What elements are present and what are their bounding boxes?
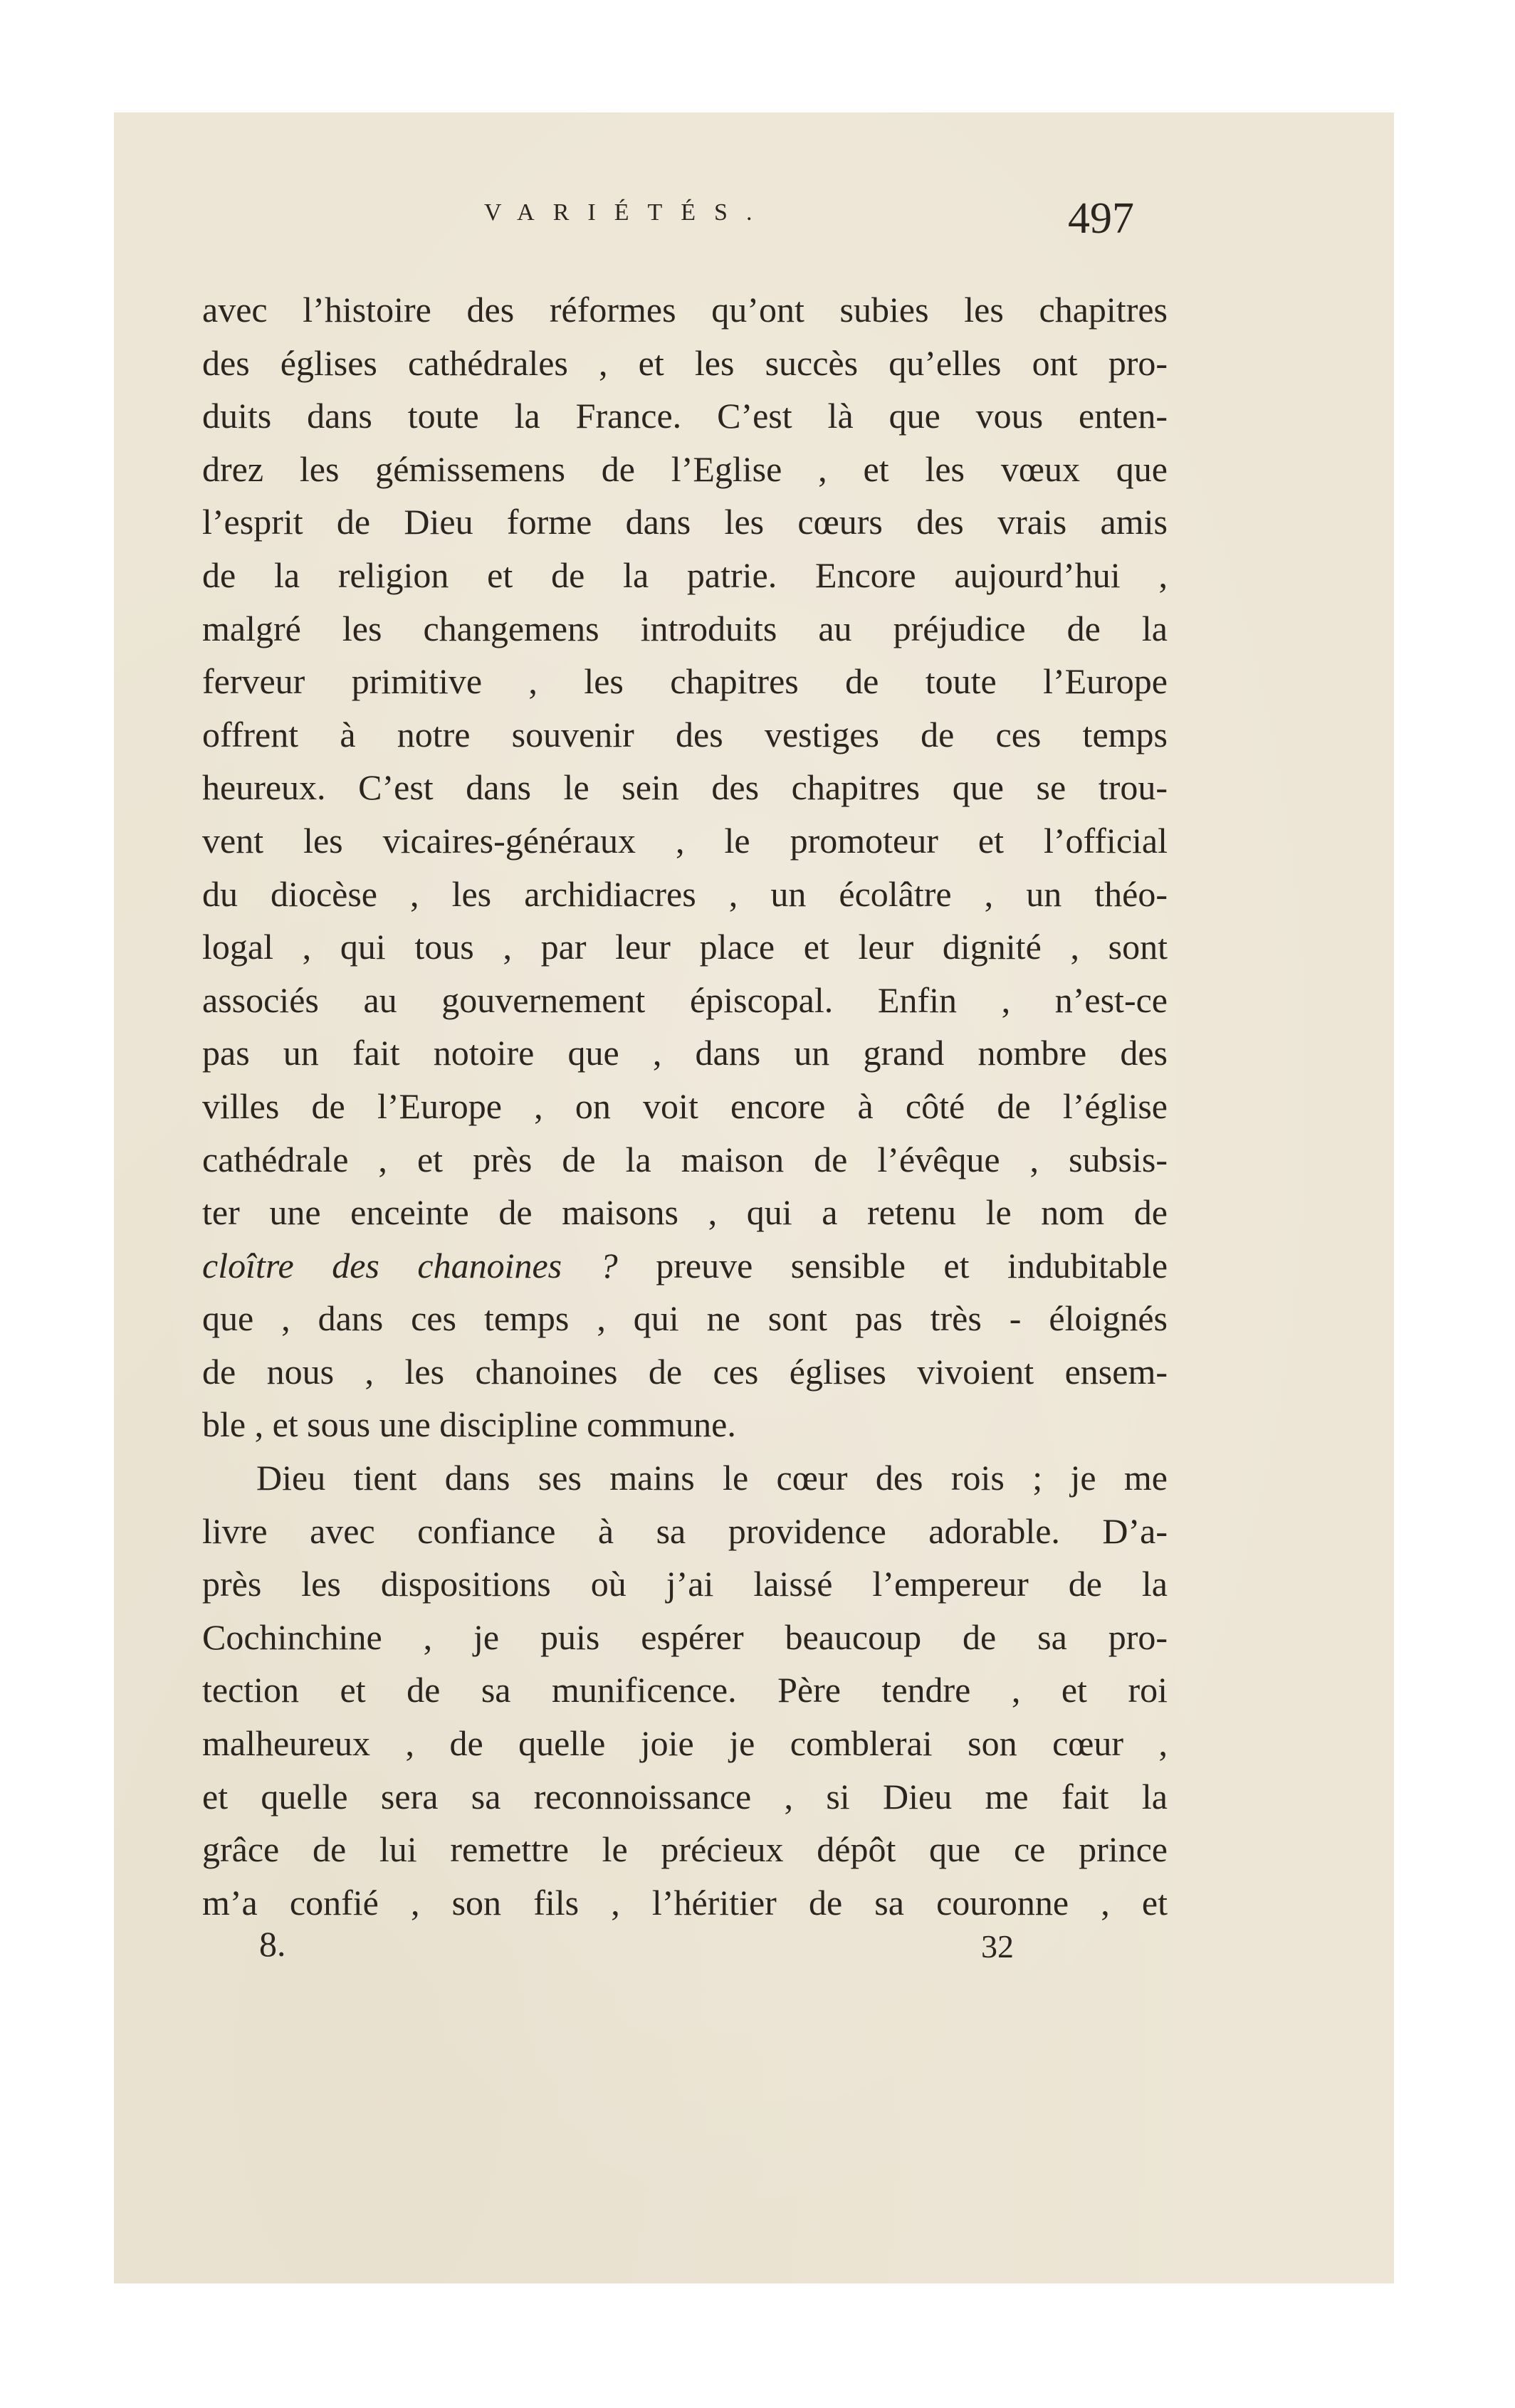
text-line: tection et de sa munificence. Père tendre , et roi xyxy=(202,1670,1168,1710)
signature-mark: 32 xyxy=(981,1928,1014,1965)
text-line: près les dispositions où j’ai laissé l’empereur de la xyxy=(202,1564,1168,1604)
text-line: offrent à notre souvenir des vestiges de ces temps xyxy=(202,714,1168,755)
text-line: des églises cathédrales , et les succès qu’elles ont pro- xyxy=(202,342,1168,383)
text-line: malheureux , de quelle joie je comblerai son cœur , xyxy=(202,1723,1168,1764)
text-line: vent les vicaires-généraux , le promoteur et l’official xyxy=(202,820,1168,861)
italic-phrase: cloître des chanoines ? xyxy=(202,1245,618,1286)
text-line: grâce de lui remettre le précieux dépôt que ce prince xyxy=(202,1829,1168,1870)
text-line: villes de l’Europe , on voit encore à côté de l’église xyxy=(202,1085,1168,1126)
text-line: de la religion et de la patrie. Encore aujourd’hui , xyxy=(202,554,1168,595)
text-line: que , dans ces temps , qui ne sont pas très - éloignés xyxy=(202,1298,1168,1339)
text-line: l’esprit de Dieu forme dans les cœurs des vrais amis xyxy=(202,502,1168,542)
text-line: livre avec confiance à sa providence adorable. D’a- xyxy=(202,1510,1168,1551)
text-line: ferveur primitive , les chapitres de toute l’Europe xyxy=(202,661,1168,702)
text-line: cathédrale , et près de la maison de l’évêque , subsis- xyxy=(202,1139,1168,1179)
text-line: de nous , les chanoines de ces églises vivoient ensem- xyxy=(202,1351,1168,1392)
volume-number: 8. xyxy=(259,1924,286,1964)
text-line: drez les gémissemens de l’Eglise , et les vœux que xyxy=(202,448,1168,489)
text-line: du diocèse , les archidiacres , un écolâtre , un théo- xyxy=(202,873,1168,914)
text-line: logal , qui tous , par leur place et leur dignité , sont xyxy=(202,927,1168,967)
text-line: associés au gouvernement épiscopal. Enfin , n’est-ce xyxy=(202,979,1168,1020)
text-line: ter une enceinte de maisons , qui a retenu le nom de xyxy=(202,1192,1168,1233)
text-line: heureux. C’est dans le sein des chapitres que se trou- xyxy=(202,767,1168,808)
text-line: duits dans toute la France. C’est là que vous enten- xyxy=(202,396,1168,436)
running-head: VARIÉTÉS. xyxy=(484,199,771,226)
text-line: avec l’histoire des réformes qu’ont subies les chapitres xyxy=(202,290,1168,330)
italic-line-rest: preuve sensible et indubitable xyxy=(617,1245,1168,1286)
body-text xyxy=(202,283,1168,1929)
text-line: Cochinchine , je puis espérer beaucoup de sa pro- xyxy=(202,1616,1168,1657)
text-line: et quelle sera sa reconnoissance , si Dieu me fait la xyxy=(202,1776,1168,1816)
text-line: Dieu tient dans ses mains le cœur des rois ; je me xyxy=(256,1458,1168,1498)
text-line: ble , et sous une discipline commune. xyxy=(202,1404,736,1445)
text-line-italic xyxy=(202,1239,1168,1293)
text-line: m’a confié , son fils , l’héritier de sa couronne , et xyxy=(202,1882,1168,1923)
text-line: pas un fait notoire que , dans un grand nombre des xyxy=(202,1033,1168,1073)
text-line: malgré les changemens introduits au préjudice de la xyxy=(202,608,1168,648)
page-number: 497 xyxy=(1068,194,1134,243)
